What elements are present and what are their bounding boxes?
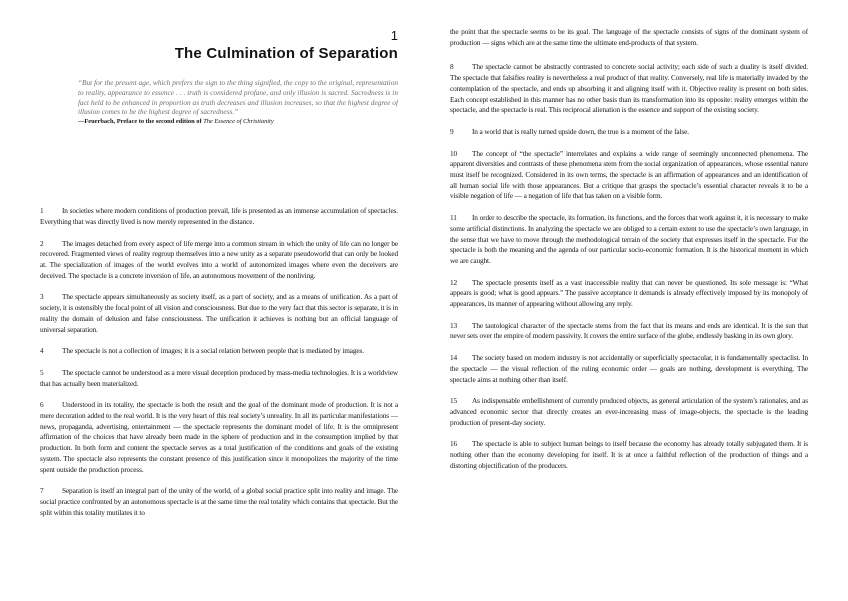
paragraph-2 [40, 239, 398, 282]
paragraph-text: The concept of “the spectacle” interrelates and explains a wide range of seemingly unconnected phenomena. The apparent diversities and contrasts of these phenomena stem from the social organization of appearances, whose essential nature must itself be recognized. Considered in its own terms, the spectacle is an affirmation of appearances and an identification of all human social life with those appearances. But a critique that grasps the spectacle’s essential character reveals it to be a visible negation of life — a negation of life that has taken on a visible form. [450, 148, 808, 201]
chapter-title: The Culmination of Separation [174, 45, 398, 62]
paragraph-text: The images detached from every aspect of life merge into a common stream in which the unity of life can no longer be recovered. Fragmented views of reality regroup themselves into a new unity as a separate pseudoworld that can only be looked at. The specialization of images of the world evolves into a world of autonomized images where even the deceivers are deceived. The spectacle is a concrete inversion of life, an autonomous movement of the nonliving. [40, 238, 398, 280]
paragraph-number: 5 [40, 367, 44, 377]
paragraph-text: In a world that is really turned upside down, the true is a moment of the false. [472, 126, 689, 136]
paragraph-number: 4 [40, 346, 44, 356]
paragraph-12 [450, 278, 808, 310]
paragraph-text: The spectacle presents itself as a vast inaccessible reality that can never be questioned. Its sole message is: “What appears is good; what is good appears.” The passive acceptance it demands is already effectively imposed by its monopoly of appearances, its manner of appearing without allowing any reply. [450, 277, 808, 309]
paragraph-10 [450, 149, 808, 203]
chapter-number: 1 [390, 28, 398, 43]
paragraph-text: The spectacle cannot be understood as a mere visual deception produced by mass-media technologies. It is a worldview that has actually been materialized. [40, 367, 398, 388]
paragraph-15 [450, 396, 808, 428]
paragraph-text: In societies where modern conditions of production prevail, life is presented as an immense accumulation of spectacles. Everything that was directly lived is now merely represented in the distance. [40, 206, 398, 226]
paragraph-text: As indispensable embellishment of currently produced objects, as general articulation of the system’s rationales, and as advanced economic sector that directly creates an ever-increasing mass of image-objects, the spectacle is the leading production of present-day society. [450, 396, 808, 427]
paragraph-16 [450, 439, 808, 471]
right-page [450, 0, 808, 601]
paragraph-number: 6 [40, 400, 44, 410]
paragraph-4 [40, 346, 398, 357]
paragraph-number: 3 [40, 292, 44, 302]
epigraph-attribution [78, 118, 398, 126]
paragraph-1 [40, 206, 398, 227]
paragraph-text: The tautological character of the spectacle stems from the fact that its means and ends are identical. It is the sun that never sets over the empire of modern passivity. It covers the entire surface of the globe, endlessly basking in its own glory. [450, 320, 808, 341]
paragraph-number: 1 [40, 206, 44, 216]
paragraph-number: 14 [450, 353, 458, 363]
epigraph-work: The Essence of Christianity [203, 118, 274, 126]
paragraph-text: In order to describe the spectacle, its formation, its functions, and the forces that work against it, it is necessary to make some artificial distinctions. In analyzing the spectacle we are obliged to a certain extent to use the spectacle’s own language, in the sense that we have to move through the methodological terrain of the society that expresses itself in the spectacle. For the spectacle is both the meaning and the agenda of our particular socio-economic formation. It is the historical moment in which we are caught. [450, 213, 808, 265]
paragraph-text: The spectacle is not a collection of images; it is a social relation between people that is mediated by images. [62, 346, 364, 356]
left-paragraph-list [40, 206, 398, 518]
paragraph-text: The spectacle cannot be abstractly contrasted to concrete social activity; each side of such a duality is itself divided. The spectacle that falsifies reality is nevertheless a real product of that reality. Conversely, real life is materially invaded by the contemplation of the spectacle, and ends up absorbing it and aligning itself with it. Objective reality is present on both sides. Each concept established in this manner has no other basis than its transformation into its opposite: reality emerges within the spectacle, and the spectacle is real. This reciprocal alienation is the essence and support of the existing society. [450, 62, 808, 115]
paragraph-number: 8 [450, 62, 454, 72]
paragraph-7 [40, 486, 398, 518]
right-paragraph-list [450, 62, 808, 471]
paragraph-number: 15 [450, 396, 458, 406]
paragraph-9 [450, 127, 808, 138]
epigraph-author: —Feuerbach, Preface to the second edition of [78, 118, 204, 126]
paragraph-text: The society based on modern industry is not accidentally or superficially spectacular, it is fundamentally spectaclist. In the spectacle — the visual reflection of the ruling economic order — goals are nothing, development is everything. The spectacle aims at nothing other than itself. [450, 353, 808, 384]
epigraph-quote: “But for the present age, which prefers the sign to the thing signified, the copy to the original, representation to reality, appearance to essence . . . truth is considered profane, and only illusion is sacred. Sacredness is in fact held to be enhanced in proportion as truth decreases and illusion increases, so that the highest degree of illusion comes to be the highest degree of sacredness.” [78, 78, 398, 117]
paragraph-6 [40, 400, 398, 475]
paragraph-11 [450, 213, 808, 267]
paragraph-3 [40, 292, 398, 335]
paragraph-number: 9 [450, 126, 454, 136]
paragraph-8 [450, 62, 808, 116]
paragraph-text: The spectacle is able to subject human beings to itself because the economy has already totally subjugated them. It is nothing other than the economy developing for itself. It is at once a faithful reflection of the production of things and a distorting objectification of the producers. [450, 439, 808, 470]
paragraph-number: 16 [450, 439, 458, 449]
paragraph-13 [450, 321, 808, 342]
paragraph-5 [40, 368, 398, 389]
paragraph-number: 13 [450, 320, 458, 330]
paragraph-number: 11 [450, 213, 457, 223]
paragraph-text: Understood in its totality, the spectacle is both the result and the goal of the dominant mode of production. It is not a mere decoration added to the real world. It is the very heart of this real society’s unreality. In all its particular manifestations — news, propaganda, advertising, entertainment — the spectacle represents the dominant model of life. It is the omnipresent affirmation of the choices that have already been made in the sphere of production and in the consumption implied by that production. In both form and content the spectacle serves as a total justification of the conditions and goals of the existing system. The spectacle also represents the constant presence of this justification since it monopolizes the majority of the time spent outside the production process. [40, 400, 398, 474]
paragraph-text: Separation is itself an integral part of the unity of the world, of a global social practice split into reality and image. The social practice confronted by an autonomous spectacle is at the same time the real totality which contains that spectacle. But the split within this totality mutilates it to [40, 486, 398, 517]
paragraph-text: The spectacle appears simultaneously as society itself, as a part of society, and as a means of unification. As a part of society, it is ostensibly the focal point of all vision and consciousness. But due to the very fact that this sector is separate, it is in reality the domain of delusion and false consciousness. The unification it achieves is nothing but an official language of universal separation. [40, 292, 398, 334]
paragraph-14 [450, 353, 808, 385]
paragraph-number: 12 [450, 277, 458, 287]
paragraph-7-continuation: the point that the spectacle seems to be its goal. The language of the spectacle consists of signs of the dominant system of production — signs which are at the same time the ultimate end-products of that system. [450, 27, 808, 47]
paragraph-number: 2 [40, 238, 44, 248]
paragraph-number: 7 [40, 486, 44, 496]
left-page [40, 0, 398, 601]
paragraph-number: 10 [450, 148, 458, 158]
